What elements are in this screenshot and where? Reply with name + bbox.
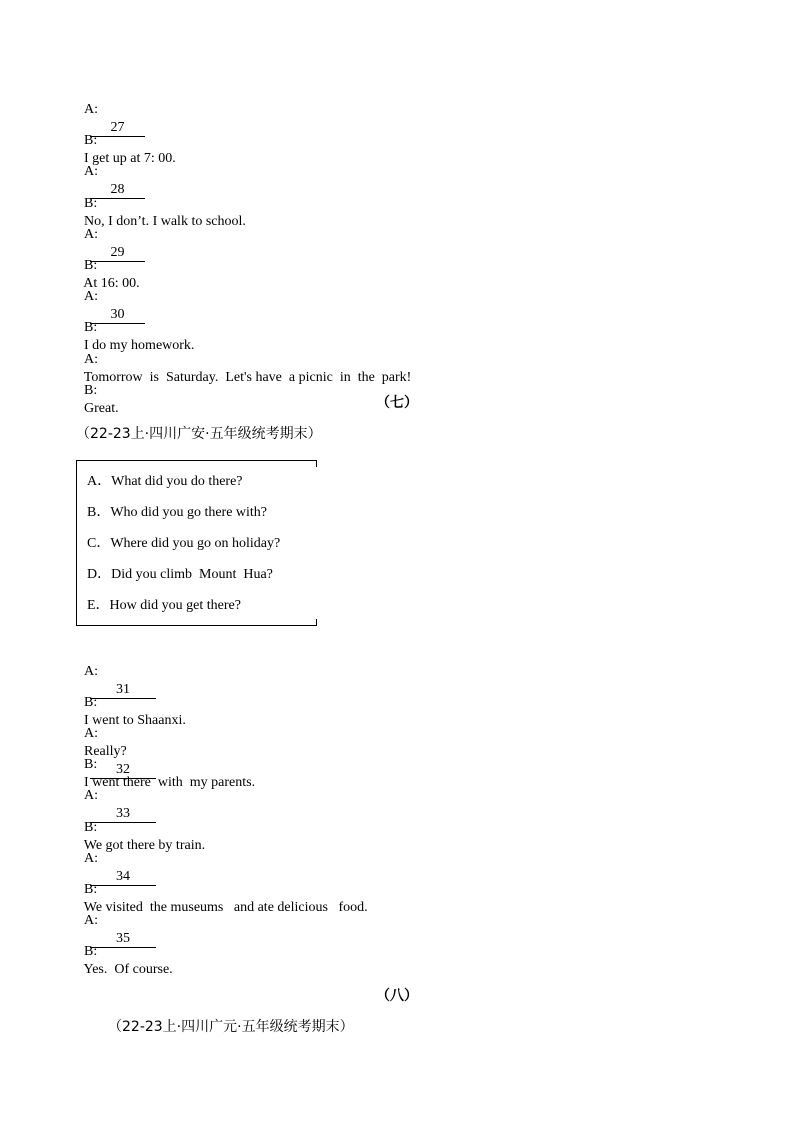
answer-blank[interactable]: 29 xyxy=(90,245,145,262)
speaker-label: A: xyxy=(84,164,98,179)
dialogue-text: I went there with my parents. xyxy=(84,775,256,790)
option-item: A．What did you do there? xyxy=(87,474,243,489)
answer-blank[interactable]: 32 xyxy=(90,762,156,779)
dialogue-text: At 16: 00. xyxy=(83,276,140,291)
speaker-label: B: xyxy=(84,820,98,835)
option-item: C．Where did you go on holiday? xyxy=(87,536,281,551)
speaker-label: B: xyxy=(84,383,98,398)
dialogue-text: No, I don’t. I walk to school. xyxy=(84,214,246,229)
speaker-label: A: xyxy=(84,726,98,741)
option-item: D．Did you climb Mount Hua? xyxy=(87,567,273,582)
speaker-label: B: xyxy=(84,320,98,335)
source-note: （22-23上·四川广安·五年级统考期末） xyxy=(76,426,322,442)
section-heading: （七） xyxy=(376,395,418,411)
speaker-label: A: xyxy=(84,289,98,304)
speaker-label: A: xyxy=(84,352,98,367)
answer-blank[interactable]: 28 xyxy=(90,182,145,199)
dialogue-text: Great. xyxy=(84,401,119,416)
speaker-label: B: xyxy=(84,882,98,897)
answer-blank[interactable]: 33 xyxy=(90,806,156,823)
answer-blank[interactable]: 30 xyxy=(90,307,145,324)
options-box xyxy=(76,460,316,626)
dialogue-text: We visited the museums and ate delicious food. xyxy=(83,900,368,915)
answer-blank[interactable]: 35 xyxy=(90,931,156,948)
source-note: （22-23上·四川广元·五年级统考期末） xyxy=(108,1019,354,1035)
option-item: E．How did you get there? xyxy=(87,598,241,613)
speaker-label: B: xyxy=(84,258,98,273)
dialogue-text: I do my homework. xyxy=(84,338,195,353)
speaker-label: B: xyxy=(84,196,98,211)
dialogue-text: We got there by train. xyxy=(83,838,206,853)
speaker-label: B: xyxy=(84,133,98,148)
speaker-label: A: xyxy=(84,664,98,679)
dialogue-text: Tomorrow is Saturday. Let's have a picnic in the park! xyxy=(83,370,412,385)
speaker-label: B: xyxy=(84,944,98,959)
box-corner xyxy=(316,460,317,467)
dialogue-text: Really? xyxy=(84,744,127,759)
dialogue-line xyxy=(77,925,173,979)
dialogue-text: I get up at 7: 00. xyxy=(84,151,176,166)
speaker-label: B: xyxy=(84,695,98,710)
answer-blank[interactable]: 34 xyxy=(90,869,156,886)
answer-blank[interactable]: 31 xyxy=(90,682,156,699)
dialogue-text: I went to Shaanxi. xyxy=(84,713,186,728)
answer-blank[interactable]: 27 xyxy=(90,120,145,137)
dialogue-text: Yes. Of course. xyxy=(83,962,173,977)
dialogue-line xyxy=(77,333,411,387)
speaker-label: A: xyxy=(84,913,98,928)
speaker-label: B: xyxy=(84,757,98,772)
speaker-label: A: xyxy=(84,102,98,117)
option-item: B．Who did you go there with? xyxy=(87,505,268,520)
speaker-label: A: xyxy=(84,788,98,803)
section-heading: （八） xyxy=(376,988,418,1004)
speaker-label: A: xyxy=(84,227,98,242)
box-corner xyxy=(316,619,317,626)
speaker-label: A: xyxy=(84,851,98,866)
